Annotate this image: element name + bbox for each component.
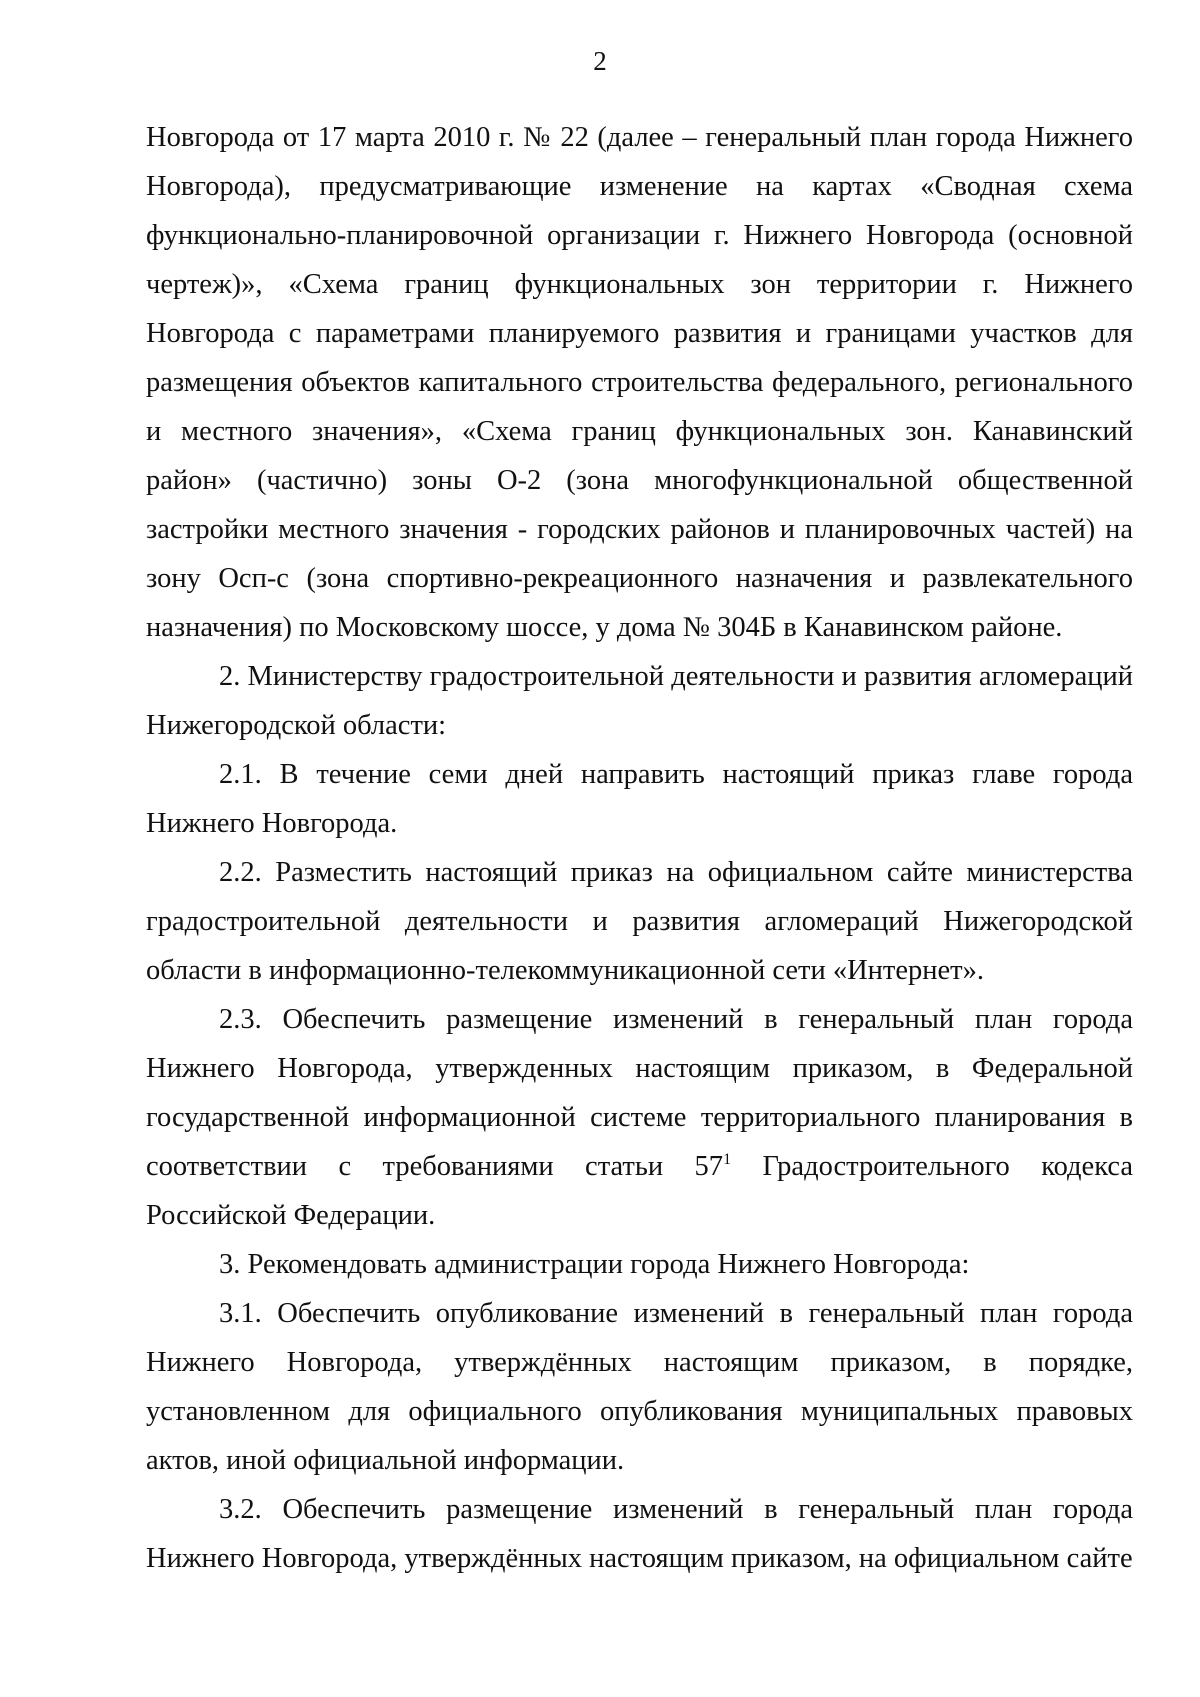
paragraph-item-2-3 bbox=[146, 995, 1133, 1240]
paragraph-text-after-superscript: Градостроительного кодекса Российской Федерации. bbox=[146, 1151, 1133, 1231]
paragraph-continuation: Новгорода от 17 марта 2010 г. № 22 (далее – генеральный план города Нижнего Новгорода), предусматривающие изменение на картах «Сводная схема функционально-планировочной организации г. Нижнего Новгорода (основной чертеж)», «Схема границ функциональных зон территории г. Нижнего Новгорода с параметрами планируемого развития и границами участков для размещения объектов капитального строительства федерального, регионального и местного значения», «Схема границ функциональных зон. Канавинский район» (частично) зоны О-2 (зона многофункциональной общественной застройки местного значения - городских районов и планировочных частей) на зону Осп-с (зона спортивно-рекреационного назначения и развлекательного назначения) по Московскому шоссе, у дома № 304Б в Канавинском районе. bbox=[146, 122, 1133, 643]
paragraph-item-3-2: 3.2. Обеспечить размещение изменений в генеральный план города Нижнего Новгорода, утверждённых настоящим приказом, на официальном сайте bbox=[146, 1494, 1133, 1574]
document-body bbox=[146, 113, 1133, 1583]
paragraph-item-3: 3. Рекомендовать администрации города Нижнего Новгорода: bbox=[219, 1249, 970, 1280]
page-number: 2 bbox=[593, 46, 607, 76]
superscript-marker: 1 bbox=[723, 1151, 732, 1168]
paragraph-item-3-1: 3.1. Обеспечить опубликование изменений в генеральный план города Нижнего Новгорода, утверждённых настоящим приказом, в порядке, установленном для официального опубликования муниципальных правовых актов, иной официальной информации. bbox=[146, 1298, 1133, 1476]
paragraph-item-2-2: 2.2. Разместить настоящий приказ на официальном сайте министерства градостроительной деятельности и развития агломераций Нижегородской области в информационно-телекоммуникационной сети «Интернет». bbox=[146, 857, 1133, 986]
paragraph-item-2-1: 2.1. В течение семи дней направить настоящий приказ главе города Нижнего Новгорода. bbox=[146, 759, 1133, 839]
paragraph-text-before-superscript: 2.3. Обеспечить размещение изменений в генеральный план города Нижнего Новгорода, утвержденных настоящим приказом, в Федеральной государственной информационной системе территориального планирования в соответствии с требованиями статьи 57 bbox=[146, 1004, 1133, 1182]
paragraph-item-2: 2. Министерству градостроительной деятельности и развития агломераций Нижегородской области: bbox=[146, 661, 1133, 741]
